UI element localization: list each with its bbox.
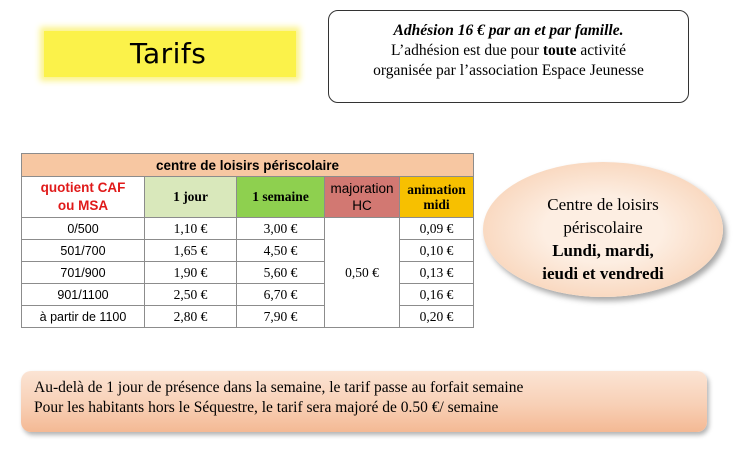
schedule-oval <box>483 162 723 297</box>
cell-jour: 1,65 € <box>145 240 237 262</box>
table-row <box>22 218 474 240</box>
cell-animation: 0,20 € <box>400 306 474 328</box>
header-semaine: 1 semaine <box>237 177 325 218</box>
cell-quotient: 0/500 <box>22 218 145 240</box>
oval-line2: périscolaire <box>563 218 643 237</box>
membership-fee-text: Adhésion 16 € par an et par famille. <box>393 22 624 39</box>
cell-quotient: 901/1100 <box>22 284 145 306</box>
header-animation <box>400 177 474 218</box>
membership-rule-emphasis: toute <box>542 42 577 59</box>
cell-quotient: 501/700 <box>22 240 145 262</box>
header-majoration-line1: majoration <box>330 181 394 196</box>
tarifs-table <box>21 153 474 328</box>
membership-rule-start: L’adhésion est due pour <box>391 42 543 59</box>
membership-info-box <box>328 10 689 103</box>
pricing-note-line2: Pour les habitants hors le Séquestre, le tarif sera majoré de 0.50 €/ semaine <box>34 399 499 416</box>
cell-animation: 0,10 € <box>400 240 474 262</box>
cell-quotient: à partir de 1100 <box>22 306 145 328</box>
table-title-row <box>22 154 474 177</box>
cell-jour: 2,50 € <box>145 284 237 306</box>
page-title: Tarifs <box>130 37 207 70</box>
table-title: centre de loisirs périscolaire <box>22 154 474 177</box>
header-quotient-line2: ou MSA <box>57 198 109 213</box>
header-quotient <box>22 177 145 218</box>
cell-jour: 2,80 € <box>145 306 237 328</box>
pricing-note-box <box>21 371 707 432</box>
cell-animation: 0,13 € <box>400 262 474 284</box>
membership-org-text: organisée par l’association Espace Jeunesse <box>373 62 644 79</box>
cell-jour: 1,10 € <box>145 218 237 240</box>
header-animation-line1: animation <box>407 182 466 197</box>
table-row <box>22 240 474 262</box>
header-quotient-line1: quotient CAF <box>40 180 126 195</box>
cell-semaine: 5,60 € <box>237 262 325 284</box>
cell-jour: 1,90 € <box>145 262 237 284</box>
cell-animation: 0,16 € <box>400 284 474 306</box>
membership-rule-end: activité <box>576 42 626 59</box>
cell-semaine: 6,70 € <box>237 284 325 306</box>
cell-semaine: 4,50 € <box>237 240 325 262</box>
oval-line1: Centre de loisirs <box>547 195 659 214</box>
cell-majoration: 0,50 € <box>325 218 400 328</box>
header-majoration <box>325 177 400 218</box>
table-row <box>22 262 474 284</box>
header-majoration-line2: HC <box>352 198 372 213</box>
cell-semaine: 3,00 € <box>237 218 325 240</box>
cell-quotient: 701/900 <box>22 262 145 284</box>
header-animation-line2: midi <box>423 197 450 212</box>
pricing-note-line1: Au-delà de 1 jour de présence dans la semaine, le tarif passe au forfait semaine <box>34 379 524 396</box>
oval-days-line1: Lundi, mardi, <box>552 241 654 260</box>
header-jour: 1 jour <box>145 177 237 218</box>
table-row <box>22 284 474 306</box>
oval-days-line2: ieudi et vendredi <box>542 264 664 283</box>
membership-rule-text <box>329 41 688 61</box>
table-header-row <box>22 177 474 218</box>
table-row <box>22 306 474 328</box>
cell-animation: 0,09 € <box>400 218 474 240</box>
cell-semaine: 7,90 € <box>237 306 325 328</box>
